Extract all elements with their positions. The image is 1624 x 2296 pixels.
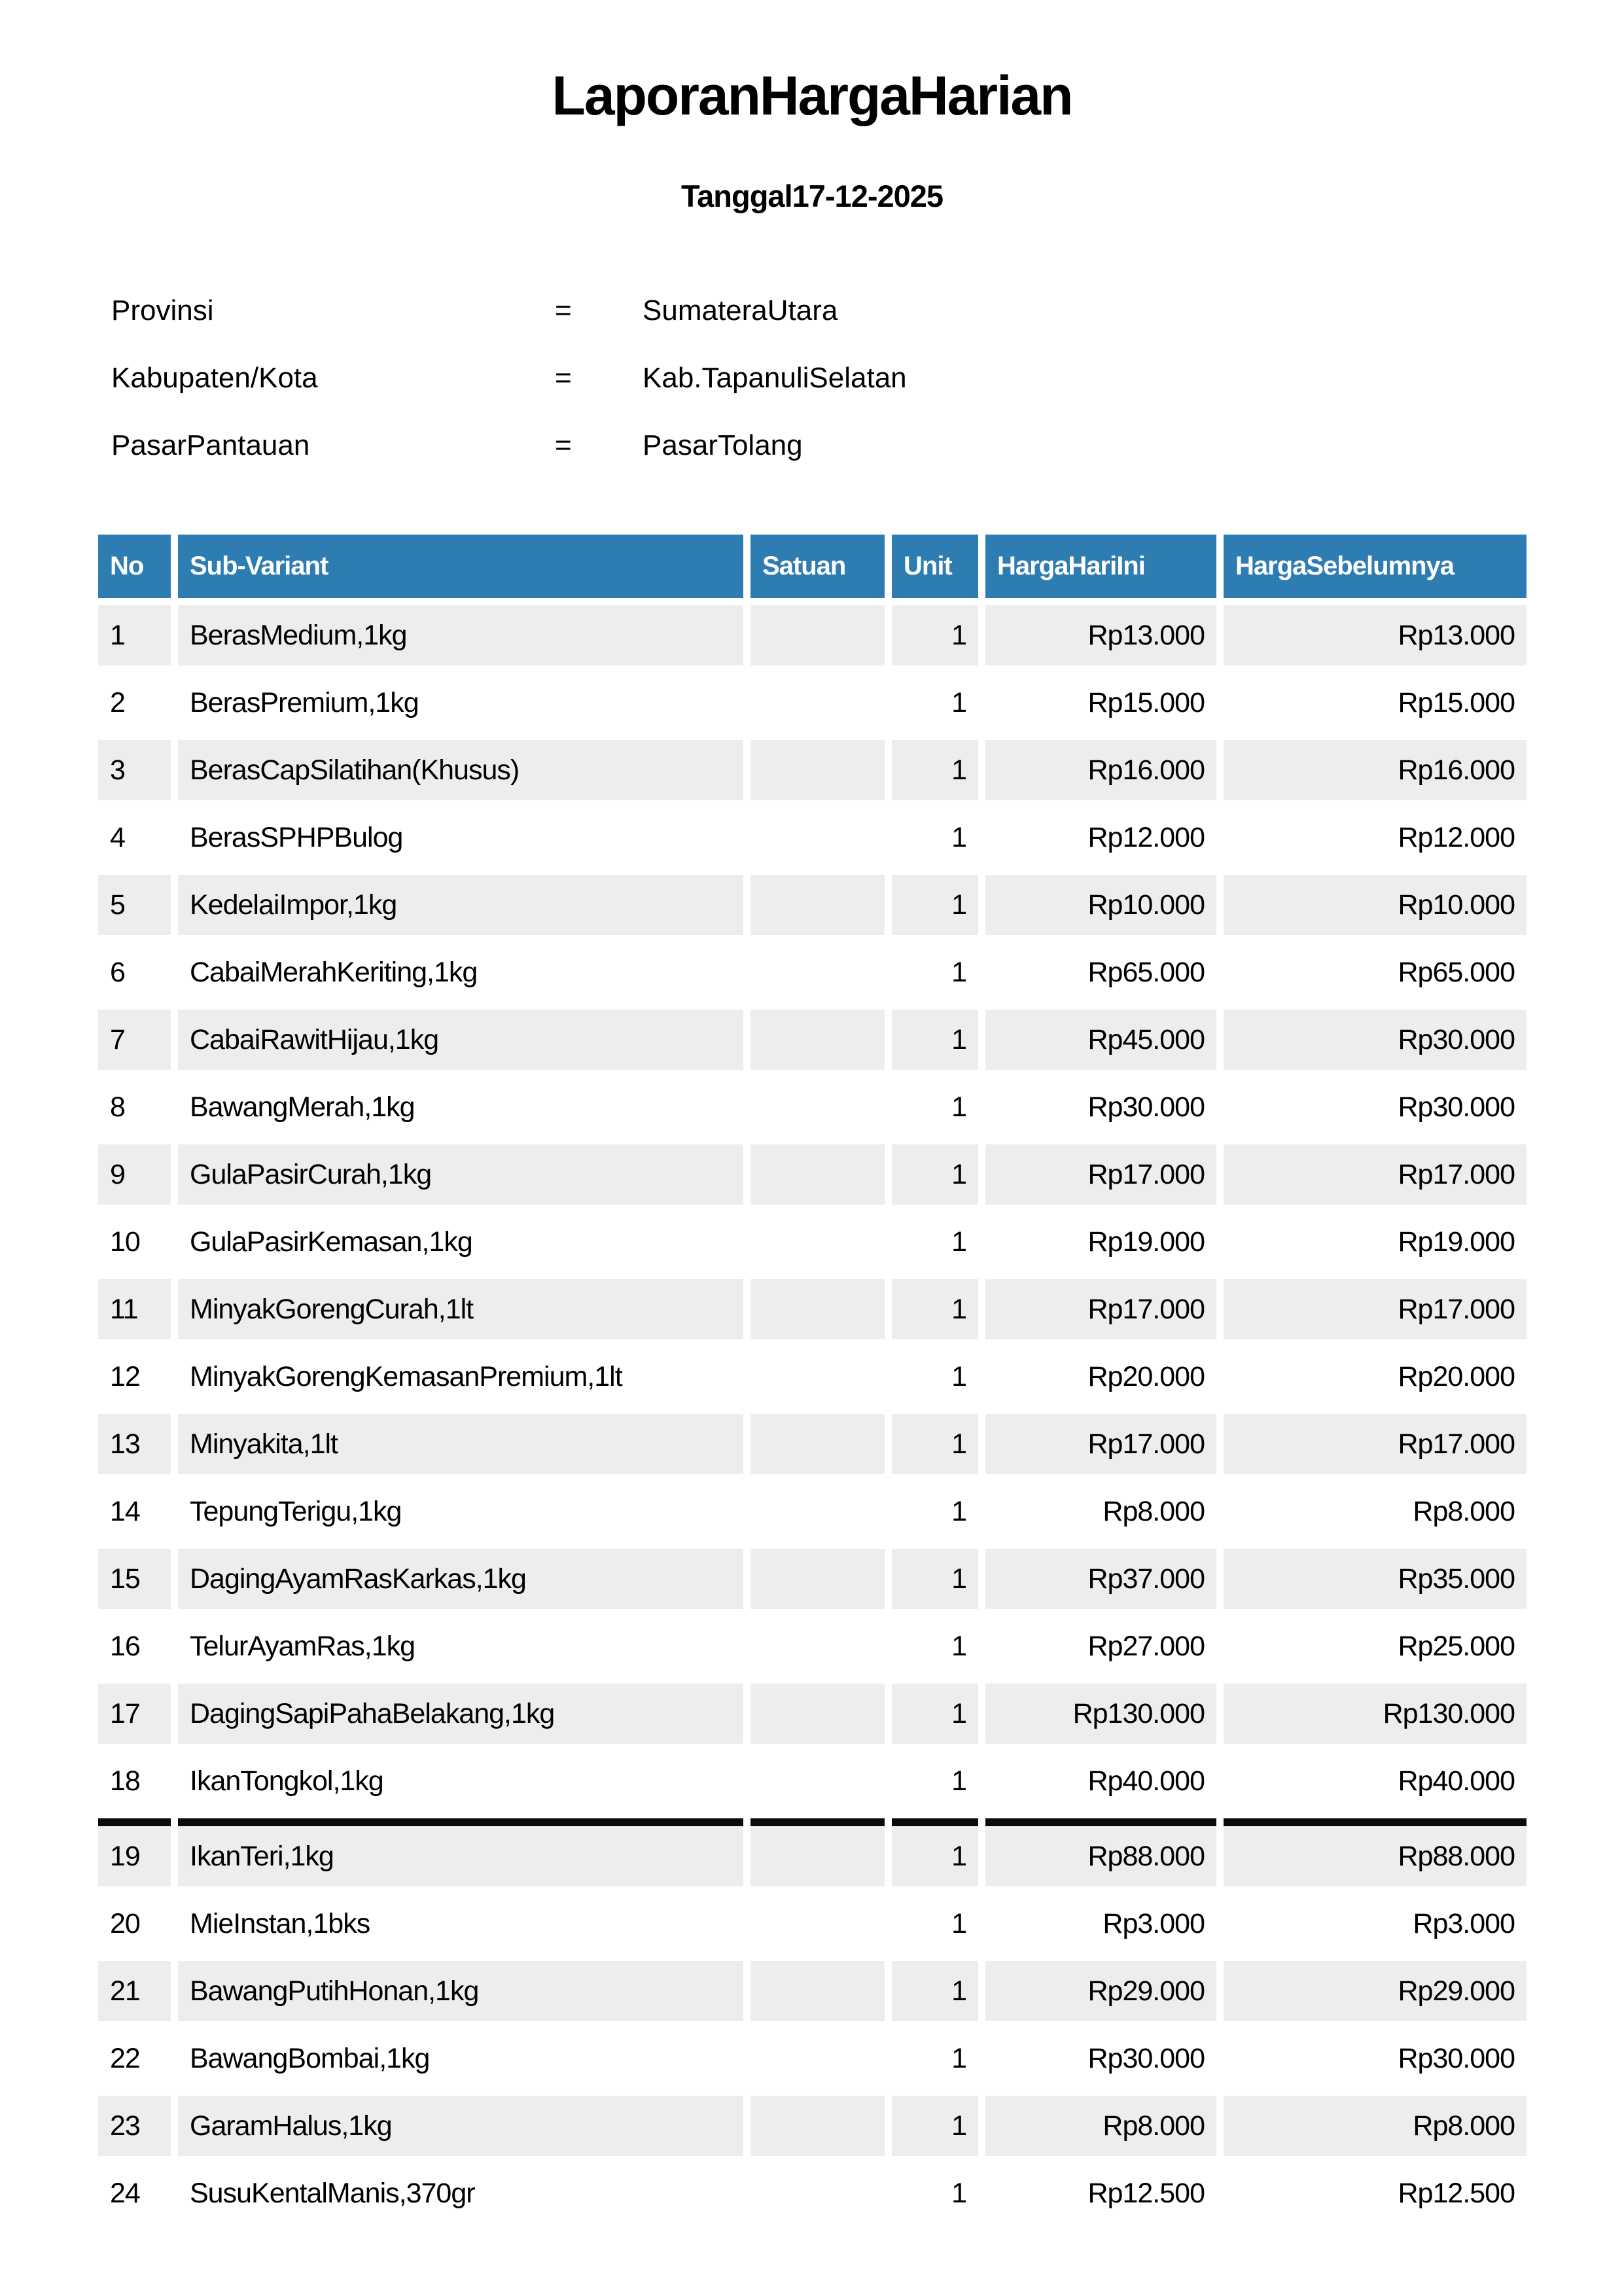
cell-sub-variant: MieInstan,1bks [190, 1908, 370, 1939]
cell-sub-variant: KedelaiImpor,1kg [178, 875, 743, 935]
cell-unit: 1 [892, 740, 978, 800]
cell-satuan [750, 1010, 885, 1070]
cell-satuan [750, 1212, 885, 1272]
cell-satuan [750, 2096, 885, 2156]
cell-unit: 1 [892, 1010, 978, 1070]
info-row-pasar-pantauan [111, 431, 1624, 460]
cell-satuan [750, 1347, 885, 1407]
cell-harga-sebelumnya: Rp30.000 [1398, 2043, 1515, 2074]
cell-harga-sebelumnya: Rp12.500 [1398, 2178, 1515, 2209]
cell-unit: 1 [951, 1496, 966, 1527]
cell-unit: 1 [951, 1631, 966, 1662]
cell-harga-hari-ini: Rp30.000 [1087, 2043, 1205, 2074]
table-row [98, 1414, 1527, 1474]
cell-satuan [750, 1961, 885, 2021]
cell-harga-sebelumnya: Rp13.000 [1224, 605, 1527, 665]
table-row [98, 875, 1527, 935]
equals-sign: = [555, 362, 572, 394]
cell-harga-sebelumnya: Rp30.000 [1398, 1091, 1515, 1123]
cell-harga-sebelumnya: Rp12.000 [1398, 822, 1515, 853]
cell-sub-variant: GaramHalus,1kg [178, 2096, 743, 2156]
cell-unit: 1 [951, 822, 966, 853]
cell-harga-sebelumnya: Rp17.000 [1224, 1279, 1527, 1339]
cell-harga-sebelumnya: Rp17.000 [1224, 1414, 1527, 1474]
table-row [98, 1481, 1527, 1542]
cell-sub-variant: IkanTeri,1kg [178, 1818, 743, 1886]
table-row [98, 1549, 1527, 1609]
cell-harga-hari-ini: Rp16.000 [985, 740, 1216, 800]
cell-sub-variant: MinyakGorengCurah,1lt [178, 1279, 743, 1339]
cell-harga-hari-ini: Rp130.000 [985, 1684, 1216, 1744]
cell-harga-sebelumnya: Rp40.000 [1398, 1765, 1515, 1797]
table-row [98, 1961, 1527, 2021]
table-row [98, 1818, 1527, 1886]
cell-sub-variant: GulaPasirCurah,1kg [178, 1144, 743, 1205]
cell-no: 23 [98, 2096, 171, 2156]
cell-no: 1 [98, 605, 171, 665]
cell-unit: 1 [951, 1908, 966, 1939]
cell-unit: 1 [892, 1684, 978, 1744]
cell-sub-variant: BawangBombai,1kg [190, 2043, 430, 2074]
cell-sub-variant: CabaiMerahKeriting,1kg [190, 957, 478, 988]
cell-satuan [750, 1144, 885, 1205]
cell-harga-hari-ini: Rp13.000 [985, 605, 1216, 665]
cell-satuan [750, 673, 885, 733]
cell-no: 15 [98, 1549, 171, 1609]
cell-harga-sebelumnya: Rp15.000 [1398, 687, 1515, 718]
cell-sub-variant: BerasSPHPBulog [190, 822, 403, 853]
cell-sub-variant: MinyakGorengKemasanPremium,1lt [190, 1361, 622, 1392]
cell-sub-variant: SusuKentalManis,370gr [190, 2178, 475, 2209]
cell-sub-variant: DagingSapiPahaBelakang,1kg [178, 1684, 743, 1744]
cell-harga-hari-ini: Rp17.000 [985, 1144, 1216, 1205]
cell-harga-sebelumnya: Rp16.000 [1224, 740, 1527, 800]
table-row [98, 1751, 1527, 1811]
report-date: Tanggal17-12-2025 [680, 179, 944, 213]
cell-sub-variant: BerasPremium,1kg [190, 687, 419, 718]
cell-unit: 1 [892, 1818, 978, 1886]
cell-no: 18 [110, 1765, 140, 1797]
cell-no: 22 [110, 2043, 140, 2074]
cell-harga-hari-ini: Rp19.000 [1087, 1226, 1205, 1258]
cell-harga-hari-ini: Rp17.000 [985, 1414, 1216, 1474]
cell-sub-variant: BerasCapSilatihan(Khusus) [178, 740, 743, 800]
cell-harga-hari-ini: Rp3.000 [1103, 1908, 1205, 1939]
cell-harga-hari-ini: Rp8.000 [985, 2096, 1216, 2156]
cell-harga-hari-ini: Rp20.000 [1087, 1361, 1205, 1392]
cell-unit: 1 [951, 1226, 966, 1258]
cell-no: 9 [98, 1144, 171, 1205]
cell-unit: 1 [892, 875, 978, 935]
table-row [98, 2163, 1527, 2223]
cell-harga-sebelumnya: Rp25.000 [1398, 1631, 1515, 1662]
cell-harga-hari-ini: Rp30.000 [1087, 1091, 1205, 1123]
table-body [98, 605, 1527, 2223]
column-header-harga-hari-ini: HargaHariIni [985, 535, 1216, 598]
cell-sub-variant: DagingAyamRasKarkas,1kg [178, 1549, 743, 1609]
cell-satuan [750, 1077, 885, 1137]
cell-unit: 1 [892, 1279, 978, 1339]
cell-harga-hari-ini: Rp88.000 [985, 1818, 1216, 1886]
info-value: SumateraUtara [643, 294, 838, 327]
cell-harga-hari-ini: Rp40.000 [1087, 1765, 1205, 1797]
info-value: PasarTolang [643, 429, 803, 461]
cell-harga-sebelumnya: Rp88.000 [1224, 1818, 1527, 1886]
table-row [98, 1077, 1527, 1137]
cell-unit: 1 [951, 2043, 966, 2074]
cell-sub-variant: BawangMerah,1kg [190, 1091, 415, 1123]
cell-satuan [750, 2028, 885, 2089]
table-row [98, 807, 1527, 868]
cell-no: 19 [98, 1818, 171, 1886]
cell-sub-variant: BerasMedium,1kg [178, 605, 743, 665]
table-row [98, 2096, 1527, 2156]
cell-harga-sebelumnya: Rp19.000 [1398, 1226, 1515, 1258]
cell-satuan [750, 807, 885, 868]
table-row [98, 740, 1527, 800]
cell-unit: 1 [951, 2178, 966, 2209]
cell-harga-sebelumnya: Rp3.000 [1413, 1908, 1515, 1939]
cell-no: 4 [110, 822, 125, 853]
cell-harga-hari-ini: Rp17.000 [985, 1279, 1216, 1339]
cell-sub-variant: TepungTerigu,1kg [190, 1496, 402, 1527]
cell-harga-sebelumnya: Rp29.000 [1224, 1961, 1527, 2021]
cell-harga-hari-ini: Rp10.000 [985, 875, 1216, 935]
equals-sign: = [555, 294, 572, 327]
table-row [98, 2028, 1527, 2089]
cell-harga-hari-ini: Rp27.000 [1087, 1631, 1205, 1662]
cell-unit: 1 [951, 1765, 966, 1797]
cell-harga-sebelumnya: Rp20.000 [1398, 1361, 1515, 1392]
cell-sub-variant: BawangPutihHonan,1kg [178, 1961, 743, 2021]
cell-unit: 1 [951, 1091, 966, 1123]
daily-price-table [91, 527, 1534, 2231]
cell-harga-sebelumnya: Rp30.000 [1224, 1010, 1527, 1070]
cell-no: 7 [98, 1010, 171, 1070]
cell-satuan [750, 605, 885, 665]
cell-satuan [750, 942, 885, 1002]
cell-sub-variant: TelurAyamRas,1kg [190, 1631, 415, 1662]
equals-sign: = [555, 429, 572, 461]
cell-satuan [750, 1751, 885, 1811]
table-row [98, 1144, 1527, 1205]
cell-satuan [750, 1684, 885, 1744]
info-label: Provinsi [111, 294, 214, 327]
column-header-sub-variant: Sub-Variant [178, 535, 743, 598]
cell-satuan [750, 740, 885, 800]
cell-unit: 1 [951, 687, 966, 718]
cell-harga-sebelumnya: Rp35.000 [1224, 1549, 1527, 1609]
cell-no: 5 [98, 875, 171, 935]
cell-sub-variant: Minyakita,1lt [178, 1414, 743, 1474]
table-row [98, 942, 1527, 1002]
column-header-harga-sebelumnya: HargaSebelumnya [1224, 535, 1527, 598]
cell-no: 20 [110, 1908, 140, 1939]
page-title: LaporanHargaHarian [552, 65, 1072, 126]
column-header-no: No [98, 535, 171, 598]
cell-unit: 1 [892, 1144, 978, 1205]
cell-harga-hari-ini: Rp37.000 [985, 1549, 1216, 1609]
cell-unit: 1 [892, 1961, 978, 2021]
cell-no: 16 [110, 1631, 140, 1662]
column-header-satuan: Satuan [750, 535, 885, 598]
cell-satuan [750, 875, 885, 935]
cell-harga-hari-ini: Rp45.000 [985, 1010, 1216, 1070]
cell-unit: 1 [892, 1549, 978, 1609]
cell-unit: 1 [951, 957, 966, 988]
cell-no: 13 [98, 1414, 171, 1474]
cell-satuan [750, 1549, 885, 1609]
table-row [98, 1279, 1527, 1339]
cell-satuan [750, 1481, 885, 1542]
cell-no: 2 [110, 687, 125, 718]
table-row [98, 673, 1527, 733]
cell-no: 11 [98, 1279, 171, 1339]
cell-unit: 1 [892, 605, 978, 665]
info-row-kabupaten-kota [111, 364, 1624, 393]
cell-harga-sebelumnya: Rp130.000 [1224, 1684, 1527, 1744]
table-row [98, 1212, 1527, 1272]
table-row [98, 1347, 1527, 1407]
info-value: Kab.TapanuliSelatan [643, 362, 907, 394]
cell-harga-hari-ini: Rp8.000 [1103, 1496, 1205, 1527]
cell-harga-sebelumnya: Rp8.000 [1413, 1496, 1515, 1527]
cell-harga-sebelumnya: Rp10.000 [1224, 875, 1527, 935]
cell-harga-hari-ini: Rp29.000 [985, 1961, 1216, 2021]
table-row [98, 1684, 1527, 1744]
cell-no: 3 [98, 740, 171, 800]
cell-harga-hari-ini: Rp15.000 [1087, 687, 1205, 718]
cell-sub-variant: GulaPasirKemasan,1kg [190, 1226, 472, 1258]
cell-satuan [750, 1279, 885, 1339]
info-label: Kabupaten/Kota [111, 362, 318, 394]
cell-satuan [750, 1818, 885, 1886]
table-row [98, 605, 1527, 665]
cell-unit: 1 [951, 1361, 966, 1392]
cell-sub-variant: IkanTongkol,1kg [190, 1765, 383, 1797]
report-info-block [0, 296, 1624, 460]
cell-no: 12 [110, 1361, 140, 1392]
table-row [98, 1010, 1527, 1070]
cell-no: 8 [110, 1091, 125, 1123]
cell-satuan [750, 1894, 885, 1954]
cell-unit: 1 [892, 2096, 978, 2156]
info-label: PasarPantauan [111, 429, 310, 461]
cell-no: 6 [110, 957, 125, 988]
column-header-unit: Unit [892, 535, 978, 598]
cell-no: 10 [110, 1226, 140, 1258]
table-header [98, 535, 1527, 598]
table-row [98, 1894, 1527, 1954]
cell-harga-hari-ini: Rp12.000 [1087, 822, 1205, 853]
cell-no: 24 [110, 2178, 140, 2209]
table-row [98, 1616, 1527, 1676]
cell-sub-variant: CabaiRawitHijau,1kg [178, 1010, 743, 1070]
info-row-provinsi [111, 296, 1624, 325]
cell-satuan [750, 2163, 885, 2223]
cell-harga-hari-ini: Rp12.500 [1087, 2178, 1205, 2209]
cell-harga-hari-ini: Rp65.000 [1087, 957, 1205, 988]
cell-satuan [750, 1616, 885, 1676]
cell-harga-sebelumnya: Rp65.000 [1398, 957, 1515, 988]
cell-no: 17 [98, 1684, 171, 1744]
cell-no: 21 [98, 1961, 171, 2021]
cell-harga-sebelumnya: Rp8.000 [1224, 2096, 1527, 2156]
cell-harga-sebelumnya: Rp17.000 [1224, 1144, 1527, 1205]
cell-no: 14 [110, 1496, 140, 1527]
cell-satuan [750, 1414, 885, 1474]
cell-unit: 1 [892, 1414, 978, 1474]
